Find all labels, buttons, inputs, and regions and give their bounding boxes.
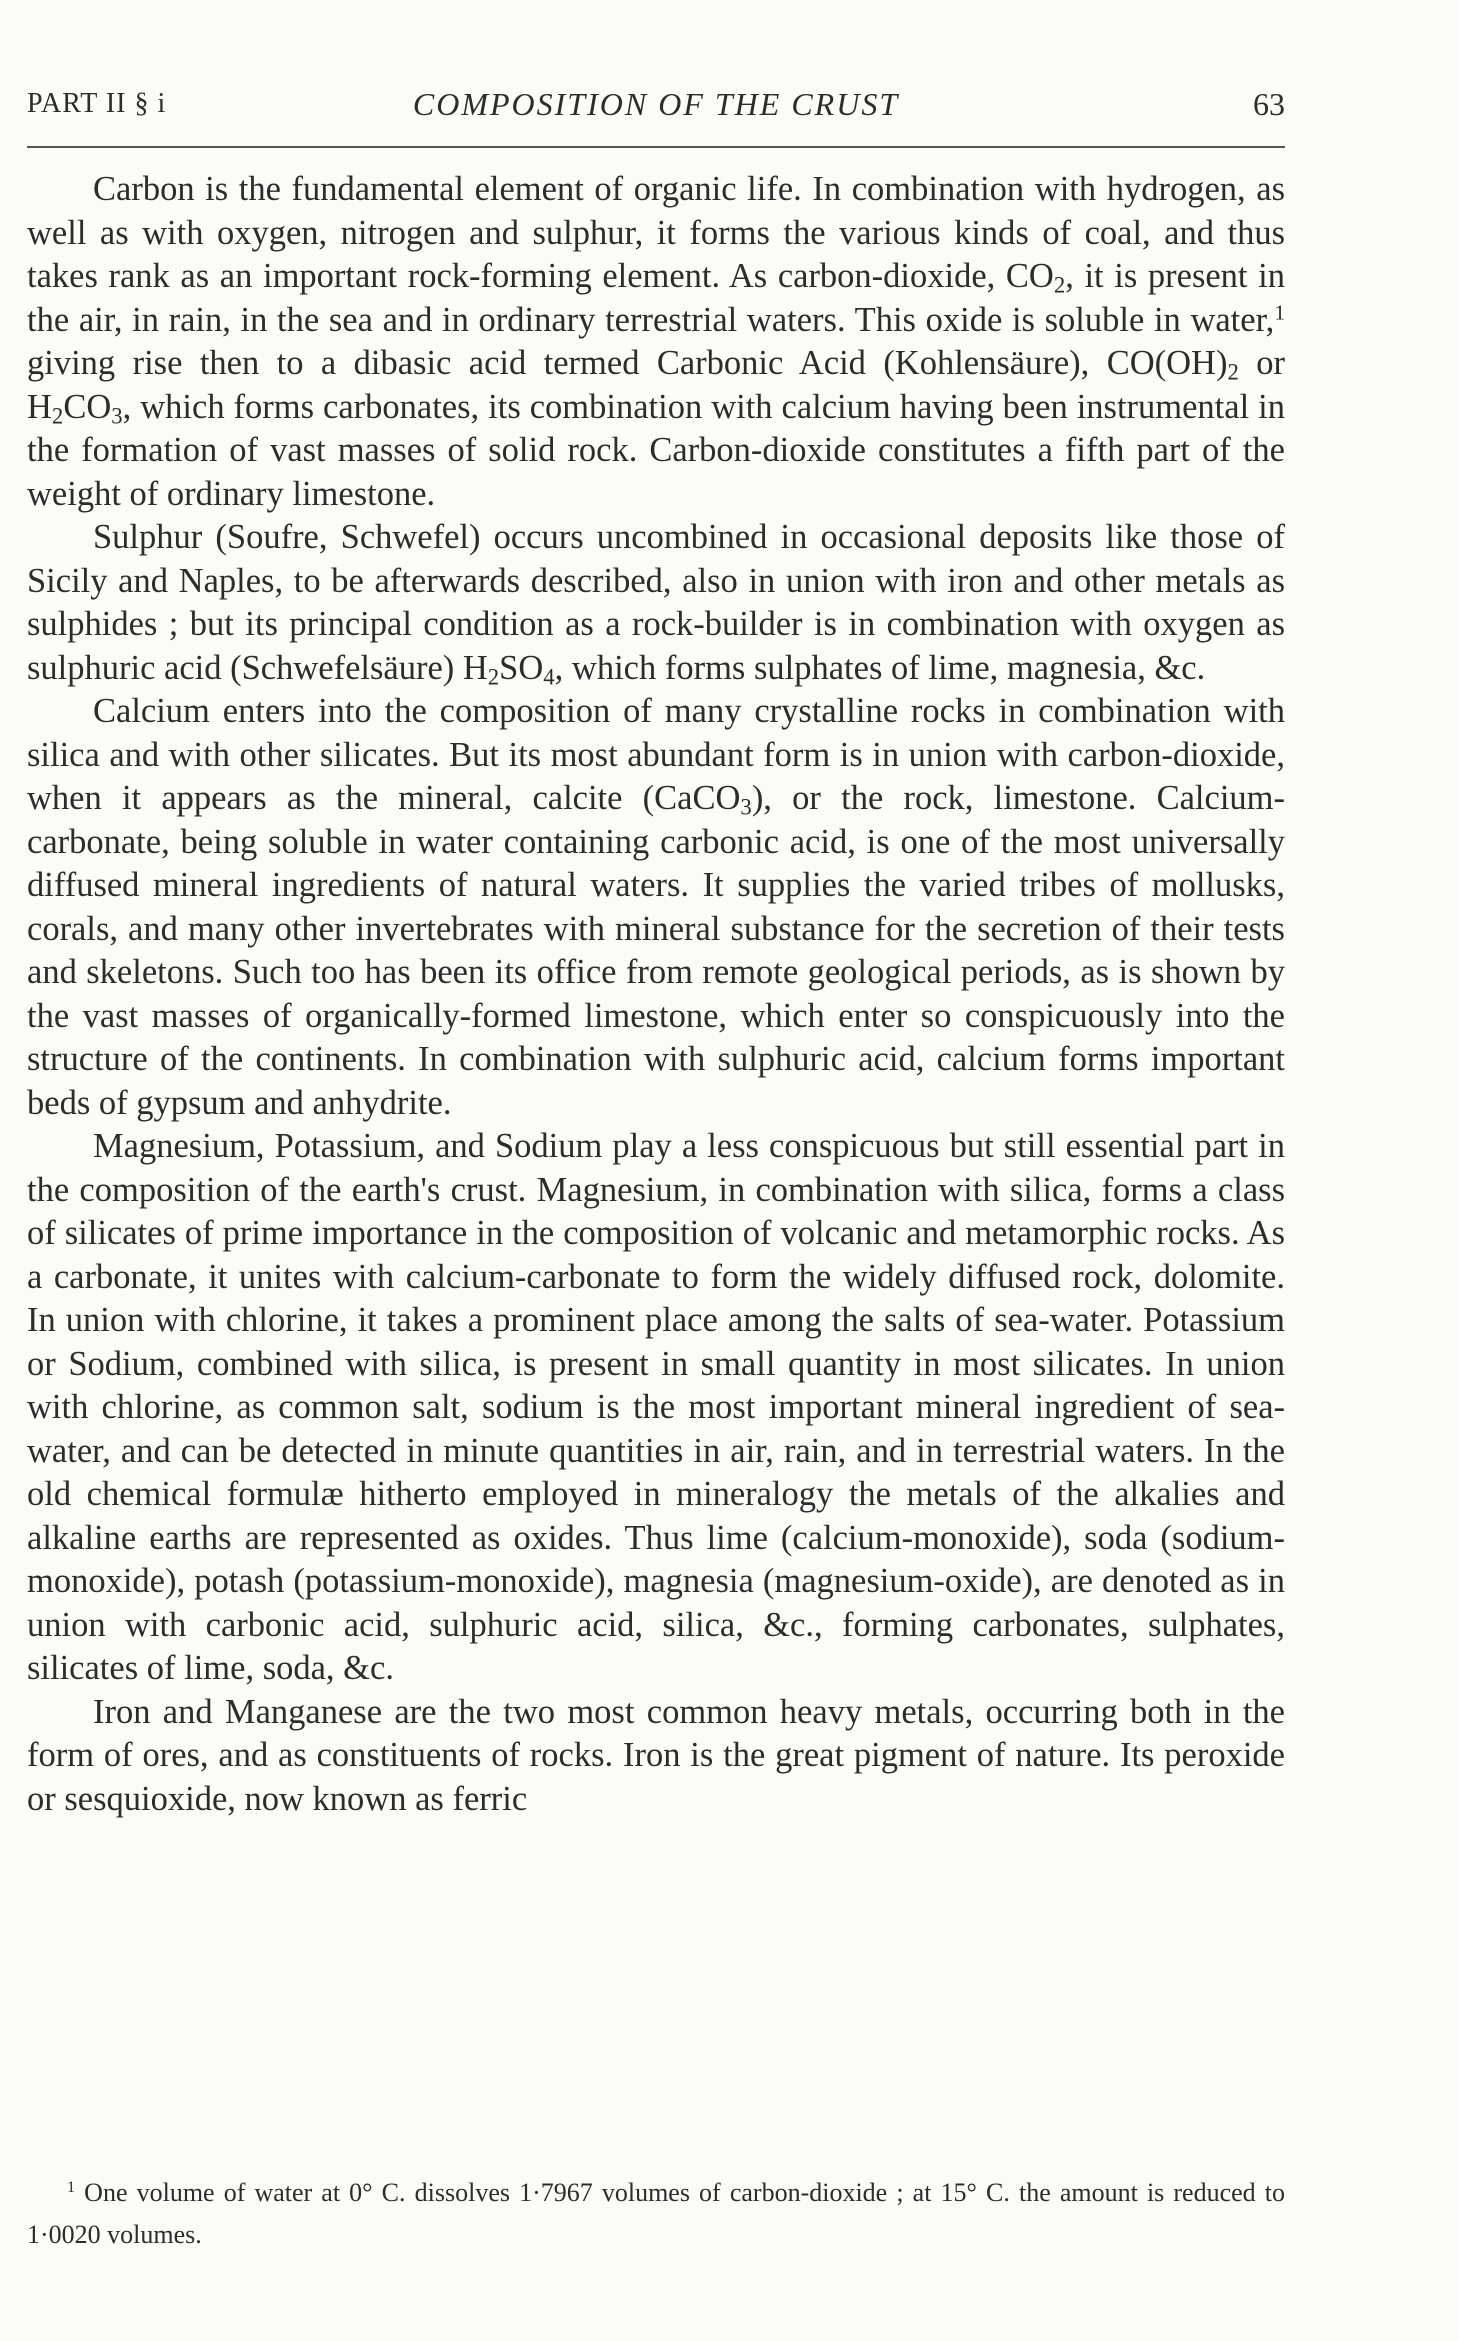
footnote-marker: 1 [67, 2179, 76, 2197]
running-title: COMPOSITION OF THE CRUST [412, 86, 900, 122]
paragraph-sulphur: Sulphur (Soufre, Schwefel) occurs uncombined in occasional deposits like those of Sicily and Naples, to be afterwards described, also in union with iron and other metals as sulphides ; but its principal condition as a rock-builder is in combination with oxygen as sulphuric acid (Schwefelsäure) $H_2SO_4$, which forms sulphates of lime, magnesia, &c. [27, 518, 1285, 690]
footnote [27, 2172, 1285, 2256]
page-number: 63 [1253, 86, 1285, 122]
running-header [27, 82, 1285, 126]
paragraph-calcium: Calcium enters into the composition of many crystalline rocks in combination with silica and with other silicates. But its most abundant form is in union with carbon-dioxide, when it appears as the mineral, calcite (CaCO$_3$), or the rock, limestone. Calcium-carbonate, being soluble in water containing carbonic acid, is one of the most universally diffused mineral ingredients of natural waters. It supplies the varied tribes of mollusks, corals, and many other invertebrates with mineral substance for the secretion of their tests and skeletons. Such too has been its office from remote geological periods, as is shown by the vast masses of organically-formed limestone, which enter so conspicuously into the structure of the continents. In combination with sulphuric acid, calcium forms important beds of gypsum and anhydrite. [27, 692, 1285, 1122]
footnote-text: One volume of water at 0° C. dissolves 1·7967 volumes of carbon-dioxide ; at 15° C. the amount is reduced to 1·0020 volumes. [27, 2178, 1286, 2249]
footnote-reference: 1 [1274, 299, 1285, 324]
paragraph-iron-manganese: Iron and Manganese are the two most common heavy metals, occurring both in the form of ores, and as constituents of rocks. Iron is the great pigment of nature. Its peroxide or sesquioxide, now known as ferric [27, 1692, 1285, 1818]
paragraph-magnesium-potassium-sodium: Magnesium, Potassium, and Sodium play a less conspicuous but still essential part in the composition of the earth's crust. Magnesium, in combination with silica, forms a class of silicates of prime importance in the composition of volcanic and metamorphic rocks. As a carbonate, it unites with calcium-carbonate to form the widely diffused rock, dolomite. In union with chlorine, it takes a prominent place among the salts of sea-water. Potassium or Sodium, combined with silica, is present in small quantity in most silicates. In union with chlorine, as common salt, sodium is the most important mineral ingredient of sea-water, and can be detected in minute quantities in air, rain, and in terrestrial waters. In the old chemical formulæ hitherto employed in mineralogy the metals of the alkalies and alkaline earths are represented as oxides. Thus lime (calcium-monoxide), soda (sodium-monoxide), potash (potassium-monoxide), magnesia (magnesium-oxide), are denoted as in union with carbonic acid, sulphuric acid, silica, &c., forming carbonates, sulphates, silicates of lime, soda, &c. [27, 1127, 1285, 1687]
section-label: PART II § i [27, 88, 167, 119]
body-text [27, 168, 1285, 1821]
header-rule [27, 146, 1285, 148]
paragraph-carbon: Carbon is the fundamental element of organic life. In combination with hydrogen, as well as with oxygen, nitrogen and sulphur, it forms the various kinds of coal, and thus takes rank as an important rock-forming element. As carbon-dioxide, $CO_2$, it is present in the air, in rain, in the sea and in ordinary terrestrial waters. This oxide is soluble in water,$^1$ giving rise then to a dibasic acid termed Carbonic Acid (Kohlensäure), $CO(OH)_2$ or $H_2CO_3$, which forms carbonates, its combination with calcium having been instrumental in the formation of vast masses of solid rock. Carbon-dioxide constitutes a fifth part of the weight of ordinary limestone. [27, 170, 1285, 513]
